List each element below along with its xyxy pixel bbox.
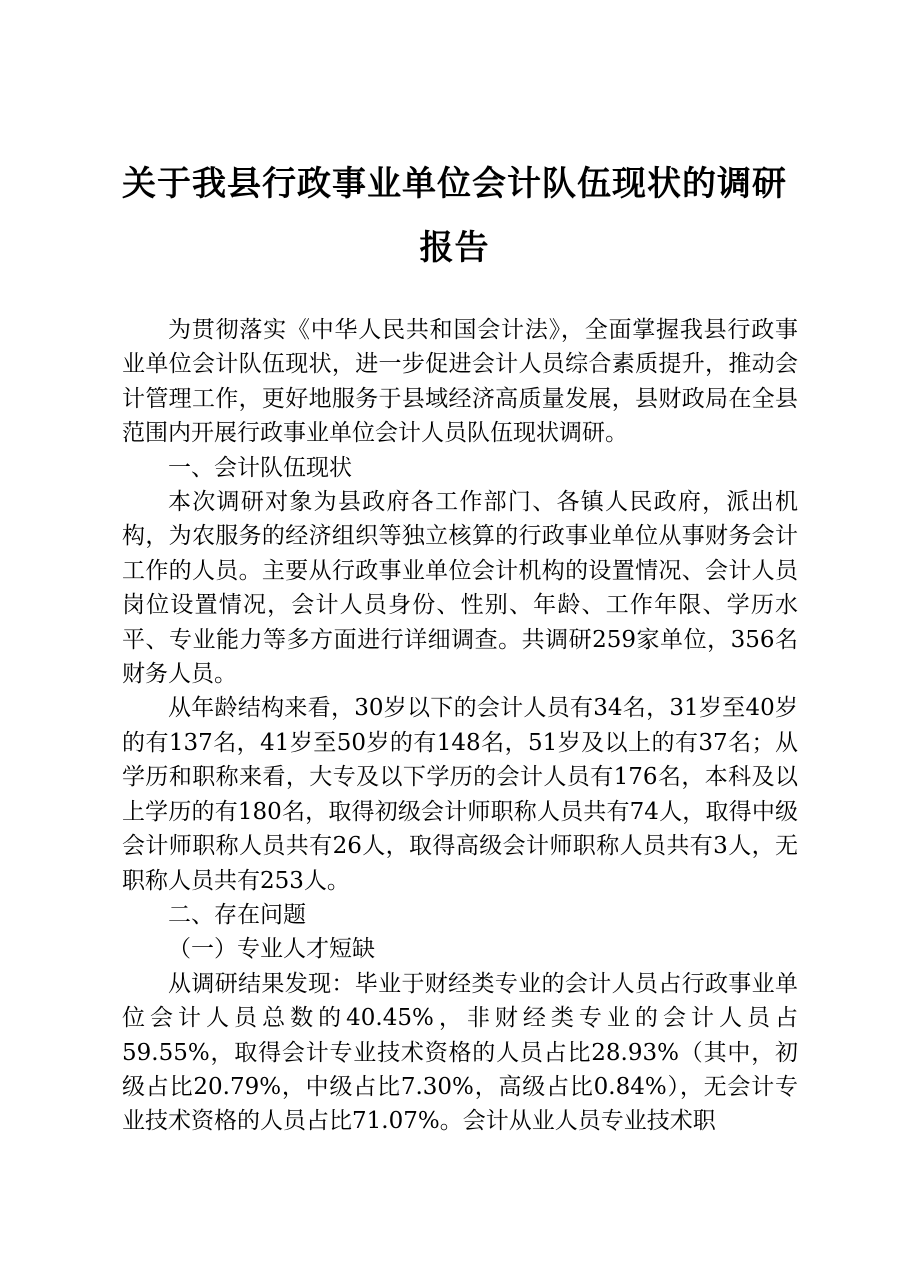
paragraph-age-education: 从年龄结构来看，30岁以下的会计人员有34名，31岁至40岁的有137名，41岁至50岁的有148名，51岁及以上的有37名；从学历和职称来看，大专及以下学历的会计人员有176名，本科及以上学历的有180名，取得初级会计师职称人员共有74人，取得中级会计师职称人员共有26人，取得高级会计师职称人员共有3人，无职称人员共有253人。 bbox=[122, 695, 798, 894]
section-heading-problems: 二、存在问题 bbox=[168, 901, 306, 928]
paragraph-talent-shortage: 从调研结果发现：毕业于财经类专业的会计人员占行政事业单位会计人员总数的40.45%，非财经类专业的会计人员占59.55%，取得会计专业技术资格的人员占比28.93%（其中，初级占比20.79%，中级占比7.30%，高级占比0.84%），无会计专业技术资格的人员占比71.07%。会计从业人员专业技术职 bbox=[122, 970, 798, 1135]
intro-paragraph: 为贯彻落实《中华人民共和国会计法》，全面掌握我县行政事业单位会计队伍现状，进一步促进会计人员综合素质提升，推动会计管理工作，更好地服务于县域经济高质量发展，县财政局在全县范围内开展行政事业单位会计人员队伍现状调研。 bbox=[122, 317, 798, 447]
subsection-heading-talent-shortage: （一）专业人才短缺 bbox=[168, 936, 375, 963]
document-body bbox=[122, 313, 798, 1139]
document-title: 关于我县行政事业单位会计队伍现状的调研报告 bbox=[122, 164, 787, 268]
paragraph-survey-scope: 本次调研对象为县政府各工作部门、各镇人民政府，派出机构，为农服务的经济组织等独立核算的行政事业单位从事财务会计工作的人员。主要从行政事业单位会计机构的设置情况、会计人员岗位设置情况，会计人员身份、性别、年龄、工作年限、学历水平、专业能力等多方面进行详细调查。共调研259家单位，356名财务人员。 bbox=[122, 489, 798, 688]
section-heading-status: 一、会计队伍现状 bbox=[168, 454, 352, 481]
